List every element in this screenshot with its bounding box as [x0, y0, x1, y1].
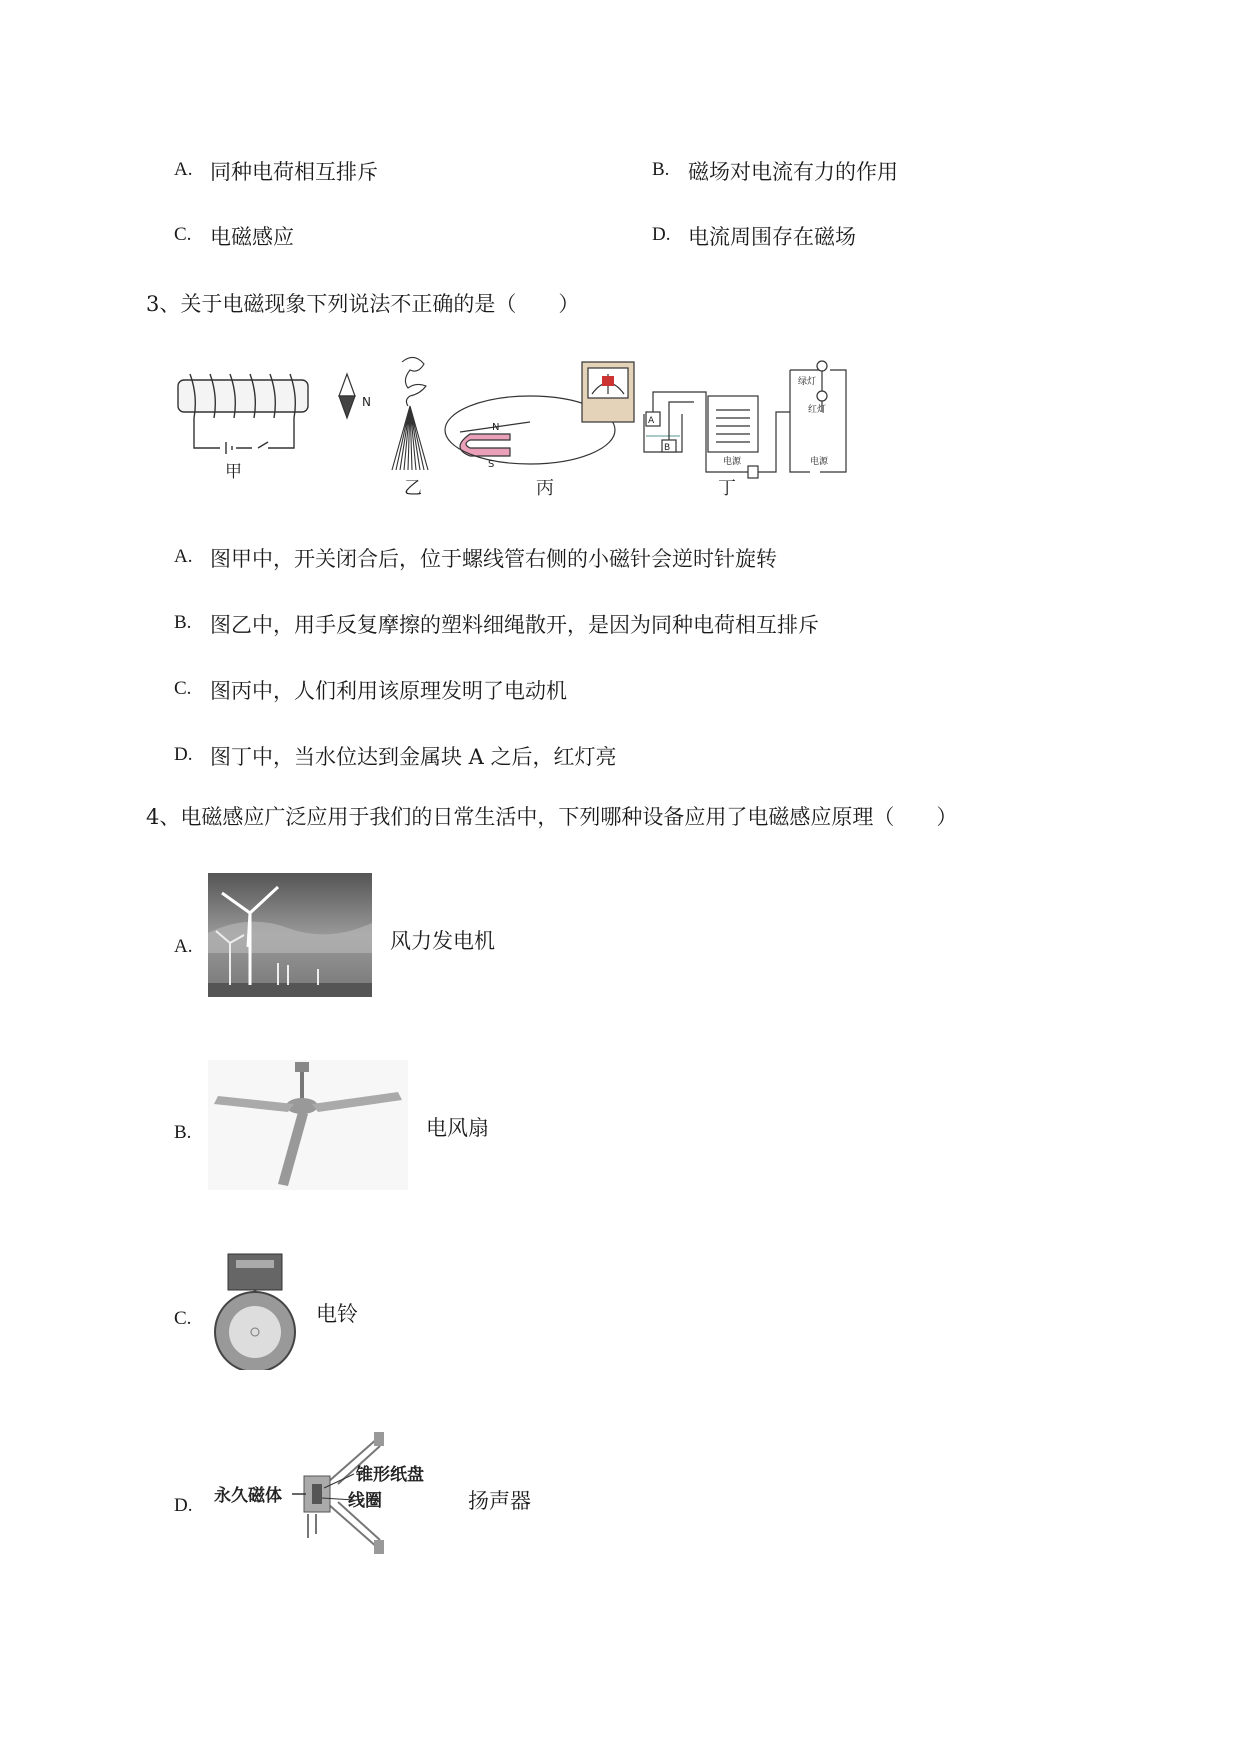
loudspeaker-diagram: [208, 1428, 452, 1560]
q2-option-a-text: 同种电荷相互排斥: [210, 160, 378, 184]
q2-option-b-text: 磁场对电流有力的作用: [688, 160, 898, 184]
compass-needle-icon: [339, 374, 355, 418]
figure-label-jia: 甲: [225, 462, 242, 482]
figure-label-yi: 乙: [404, 478, 422, 499]
metal-b-label: B: [664, 443, 671, 453]
q4-option-c-letter: C.: [174, 1308, 192, 1329]
figure-label-ding: 丁: [718, 478, 736, 499]
q2-option-d-letter: D.: [652, 224, 671, 245]
q3-option-b-text: 图乙中，用手反复摩擦的塑料细绳散开，是因为同种电荷相互排斥: [210, 613, 819, 637]
cone-label: 锥形纸盘: [356, 1465, 424, 1485]
q3-option-c-text: 图丙中，人们利用该原理发明了电动机: [210, 679, 567, 703]
red-lamp-label: 红灯: [808, 405, 827, 415]
power-label-1: 电源: [723, 457, 742, 467]
wind-turbine-photo: [208, 873, 372, 997]
magnet-label: 永久磁体: [214, 1486, 282, 1506]
q3-option-d-text: 图丁中，当水位达到金属块 A 之后，红灯亮: [210, 745, 617, 769]
metal-a-label: A: [648, 416, 655, 426]
magnet-n-label: N: [492, 422, 500, 433]
q3-option-c-letter: C.: [174, 678, 192, 699]
q2-option-d-text: 电流周围存在磁场: [688, 225, 856, 249]
q3-option-a-text: 图甲中，开关闭合后，位于螺线管右侧的小磁针会逆时针旋转: [210, 547, 777, 571]
q2-option-c-text: 电磁感应: [210, 225, 294, 249]
q3-option-d-letter: D.: [174, 744, 193, 765]
q4-option-d-text: 扬声器: [468, 1489, 531, 1513]
coil-label: 线圈: [348, 1491, 382, 1511]
power-label-2: 电源: [810, 457, 829, 467]
compass-n-label: N: [362, 395, 371, 409]
q4-option-b-text: 电风扇: [426, 1116, 489, 1140]
q2-option-a-letter: A.: [174, 159, 193, 180]
q2-option-b-letter: B.: [652, 159, 670, 180]
figure-bing-galvanometer: [445, 362, 634, 464]
q2-option-c-letter: C.: [174, 224, 192, 245]
q3-option-a-letter: A.: [174, 546, 193, 567]
q4-stem: 4、电磁感应广泛应用于我们的日常生活中，下列哪种设备应用了电磁感应原理（ ）: [146, 805, 958, 829]
green-lamp-label: 绿灯: [798, 377, 817, 387]
figure-label-bing: 丙: [536, 478, 554, 499]
q4-option-a-text: 风力发电机: [390, 929, 495, 953]
q4-option-a-letter: A.: [174, 936, 193, 957]
figure-yi-strands: [392, 357, 428, 470]
q3-stem: 3、关于电磁现象下列说法不正确的是（ ）: [146, 292, 580, 316]
ceiling-fan-photo: [208, 1060, 408, 1190]
q3-figure: [170, 352, 850, 500]
q4-option-b-letter: B.: [174, 1122, 192, 1143]
q3-option-b-letter: B.: [174, 612, 192, 633]
magnet-s-label: S: [488, 459, 495, 470]
electric-bell-photo: [208, 1246, 302, 1370]
figure-jia-solenoid: [178, 374, 308, 454]
q4-option-d-letter: D.: [174, 1495, 193, 1516]
q4-option-c-text: 电铃: [316, 1302, 358, 1326]
